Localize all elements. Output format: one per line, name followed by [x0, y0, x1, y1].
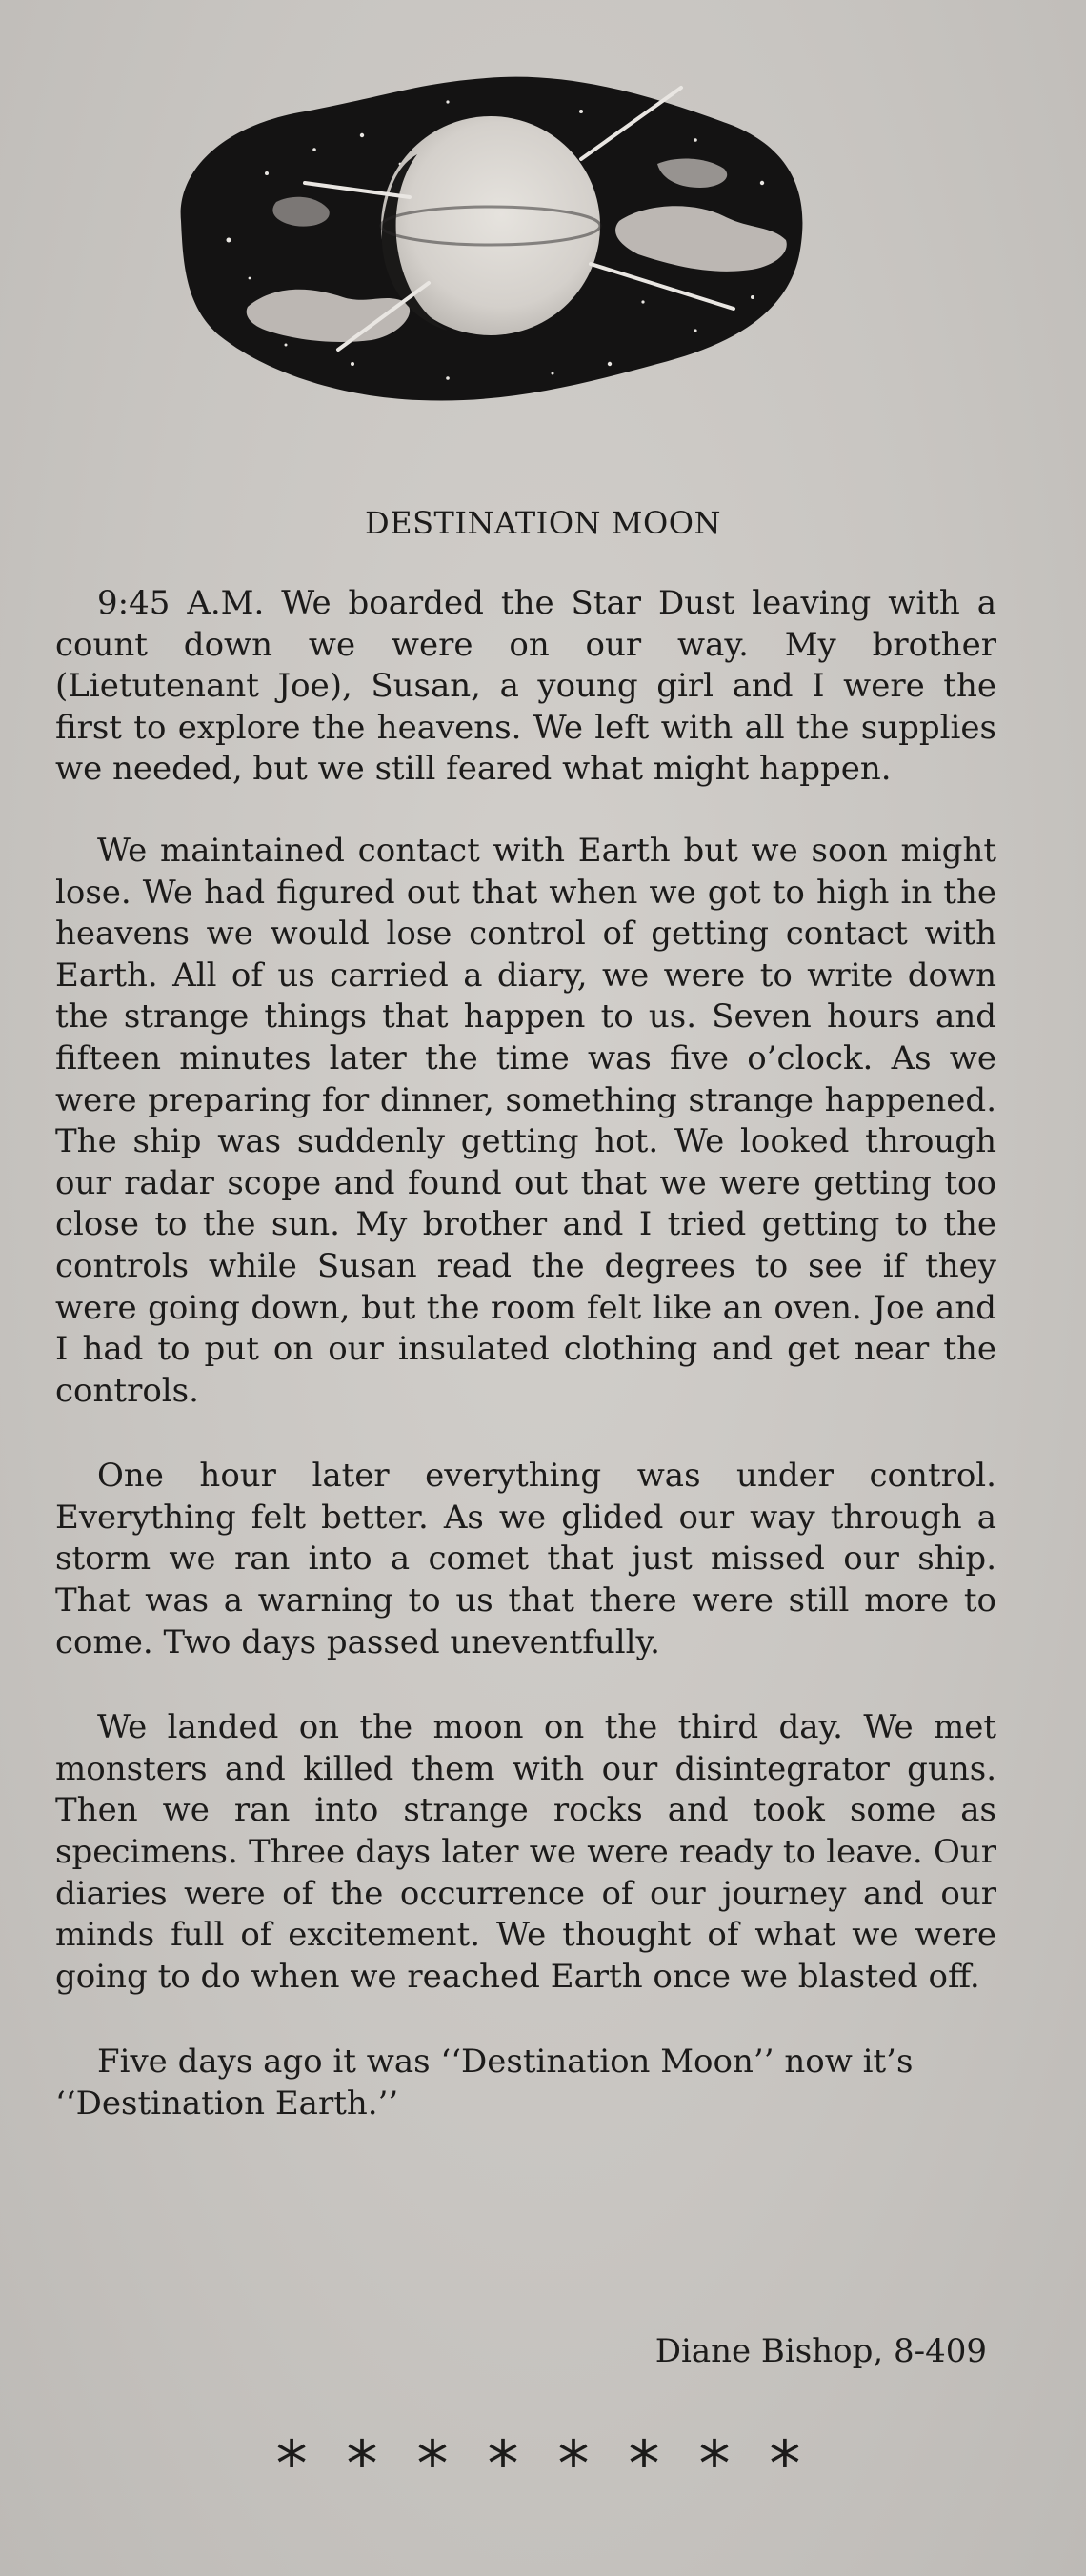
story-body [55, 583, 996, 2125]
space-satellite-illustration [162, 59, 819, 421]
story-paragraph: Five days ago it was ‘‘Destination Moon’’ now it’s ‘‘Destination Earth.’’ [55, 2043, 914, 2123]
author-signature: Diane Bishop, 8-409 [654, 2332, 987, 2370]
story-title: DESTINATION MOON [365, 505, 721, 541]
story-paragraph: We landed on the moon on the third day. We met monsters and killed them with our disintegrator guns. Then we ran into strange rocks and took some as specimens. Three days later we were ready to leave. Our diaries were of the occurrence of our journey and our minds full of excitement. We thought of what we were going to do when we reached Earth once we blasted off. [55, 1708, 996, 1996]
asterisk-divider: * * * * * * * * [275, 2427, 811, 2501]
story-paragraph: We maintained contact with Earth but we soon might lose. We had figured out that when we got to high in the heavens we would lose control of getting contact with Earth. All of us carried a diary, we were to write down the strange things that happen to us. Seven hours and fifteen minutes later the time was five o’clock. As we were preparing for dinner, something strange happened. The ship was suddenly getting hot. We looked through our radar scope and found out that we were getting too close to the sun. My brother and I tried getting to the controls while Susan read the degrees to see if they were going down, but the room felt like an oven. Joe and I had to put on our insulated clothing and get near the controls. [55, 831, 996, 1410]
story-paragraph: One hour later everything was under control. Everything felt better. As we glided our way through a storm we ran into a comet that just missed our ship. That was a warning to us that there were still more to come. Two days passed uneventfully. [55, 1457, 996, 1661]
story-paragraph: 9:45 A.M. We boarded the Star Dust leaving with a count down we were on our way. My brother (Lietutenant Joe), Susan, a young girl and I were the first to explore the heavens. We left with all the supplies we needed, but we still feared what might happen. [55, 584, 996, 789]
